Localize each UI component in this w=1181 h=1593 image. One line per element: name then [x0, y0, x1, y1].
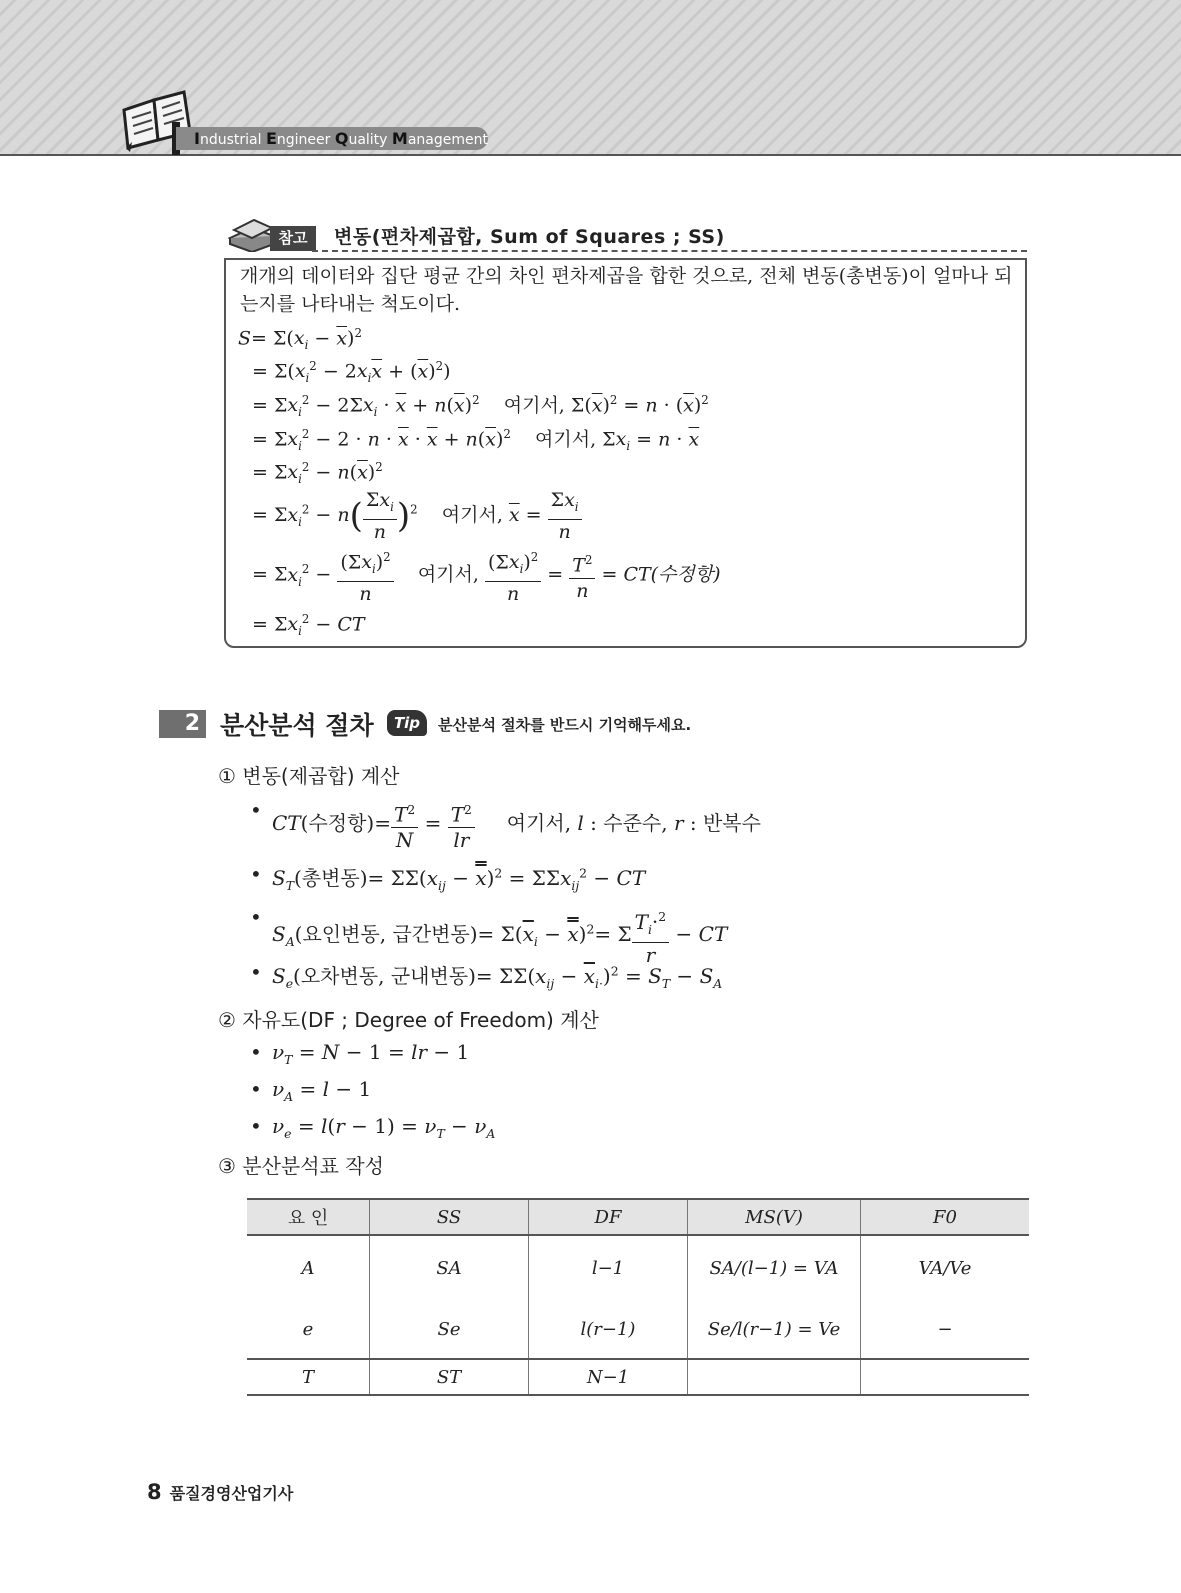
section-number: 2	[159, 710, 206, 738]
page-number: 8	[147, 1480, 162, 1504]
table-row	[247, 1300, 1029, 1359]
tip-badge: Tip	[387, 710, 427, 736]
equation-1: $S= \Sigma(x_i - \overline{x})^2$	[238, 326, 362, 353]
section-title: 분산분석 절차	[220, 711, 374, 740]
cell-factor: e	[302, 1318, 314, 1340]
cell-df: l(r−1)	[529, 1300, 688, 1359]
step-3: ③ 분산분석표 작성	[218, 1154, 384, 1178]
equation-3: = $\Sigma x_i^2 - 2\Sigma x_i \cdot \overline{x} + n(\overline{x})^2$ 여기서, $\Sigma(\overline{x})^2 = n \cdot (\overline{x})^2$	[252, 393, 709, 420]
cell-f: VA/Ve	[861, 1235, 1030, 1300]
bullet-df-total: • $\nu_T = N - 1$ = lr − 1	[250, 1040, 469, 1067]
header-ms: MS(V)	[688, 1199, 861, 1235]
equation-6: = $\Sigma x_i^2 - n$( $\frac{\Sigma x_i}{n}$ )$^2$ 여기서, $\overline{x}$ = $\frac{\Sigma x_i}{n}$	[252, 488, 582, 544]
page-footer	[147, 1480, 293, 1504]
cell-ss: ST	[370, 1359, 529, 1395]
cell-df: l−1	[529, 1235, 688, 1300]
cell-factor: T	[247, 1359, 370, 1395]
reference-title: 변동(편차제곱합, Sum of Squares ; SS)	[334, 226, 725, 248]
bullet-ct: • CT(수정항)= $\frac{T^2}{N}$ = $\frac{T^2}{lr}$ 여기서, l : 수준수, r : 반복수	[250, 798, 761, 852]
cell-f	[861, 1359, 1030, 1395]
header-ss: SS	[370, 1199, 529, 1235]
anova-table	[247, 1198, 1029, 1396]
reference-divider	[312, 250, 1027, 252]
bullet-st: • $S_T$(총변동)= $\Sigma\Sigma(x_{ij} - x)^2 = \Sigma\Sigma x_{ij}^2$ − CT	[250, 862, 645, 893]
equation-2: = $\Sigma(x_i^2 - 2x_i\overline{x} + (\overline{x})^2)$	[252, 359, 451, 386]
bullet-se: • $S_e$(오차변동, 군내변동)= $\Sigma\Sigma(x_{ij} - \overline{x}_{i\cdot})^2 = S_T - S_A$	[250, 960, 722, 991]
bullet-df-factor: • $\nu_A = l - 1$	[250, 1077, 371, 1104]
header-df: DF	[529, 1199, 688, 1235]
cell-ms: Se/l(r−1) = Ve	[688, 1300, 861, 1359]
equation-7: = $\Sigma x_i^2$ − $\frac{(\Sigma x_i)^2}{n}$ 여기서, $\frac{(\Sigma x_i)^2}{n}$ = $\frac{T^2}{n}$ = CT(수정항)	[252, 545, 721, 606]
equation-5: = $\Sigma x_i^2 - n(\overline{x})^2$	[252, 460, 383, 487]
cell-ss: SA	[370, 1235, 529, 1300]
cell-factor: A	[301, 1257, 315, 1279]
equation-8: = $\Sigma x_i^2$ − CT	[252, 612, 365, 639]
reference-label: 참고	[270, 226, 316, 251]
cell-df: N−1	[529, 1359, 688, 1395]
equation-4: = $\Sigma x_i^2 - 2 \cdot n \cdot \overline{x} \cdot \overline{x} + n(\overline{x})^2$ 여기서, $\Sigma x_i = n \cdot \overline{x}$	[252, 427, 700, 454]
header-f0: F0	[861, 1199, 1030, 1235]
reference-text-line1: 개개의 데이터와 집단 평균 간의 차인 편차제곱을 합한 것으로, 전체 변동(총변동)이 얼마나 되	[240, 265, 1013, 287]
bullet-df-error: • $\nu_e = l(r - 1) = \nu_T - \nu_A$	[250, 1114, 495, 1141]
cell-ms: SA/(l−1) = VA	[688, 1235, 861, 1300]
header-factor: 요 인	[247, 1199, 370, 1235]
cell-ss: Se	[370, 1300, 529, 1359]
step-1: ① 변동(제곱합) 계산	[218, 764, 400, 788]
book-title: 품질경영산업기사	[169, 1484, 294, 1503]
cell-f: −	[861, 1300, 1030, 1359]
step-2: ② 자유도(DF ; Degree of Freedom) 계산	[218, 1008, 599, 1032]
reference-text-line2: 는지를 나타내는 척도이다.	[240, 293, 461, 315]
table-row	[247, 1359, 1029, 1395]
cell-ms	[688, 1359, 861, 1395]
tip-text: 분산분석 절차를 반드시 기억해두세요.	[438, 716, 692, 734]
table-row	[247, 1235, 1029, 1300]
bullet-sa: • $S_A$(요인변동, 급간변동)= $\Sigma(\overline{x}_i - x)^2= \Sigma$ $\frac{T_i\cdot^2}{r}$ − CT	[250, 905, 727, 967]
brand-title: Industrial Engineer Quality Management	[176, 127, 488, 150]
